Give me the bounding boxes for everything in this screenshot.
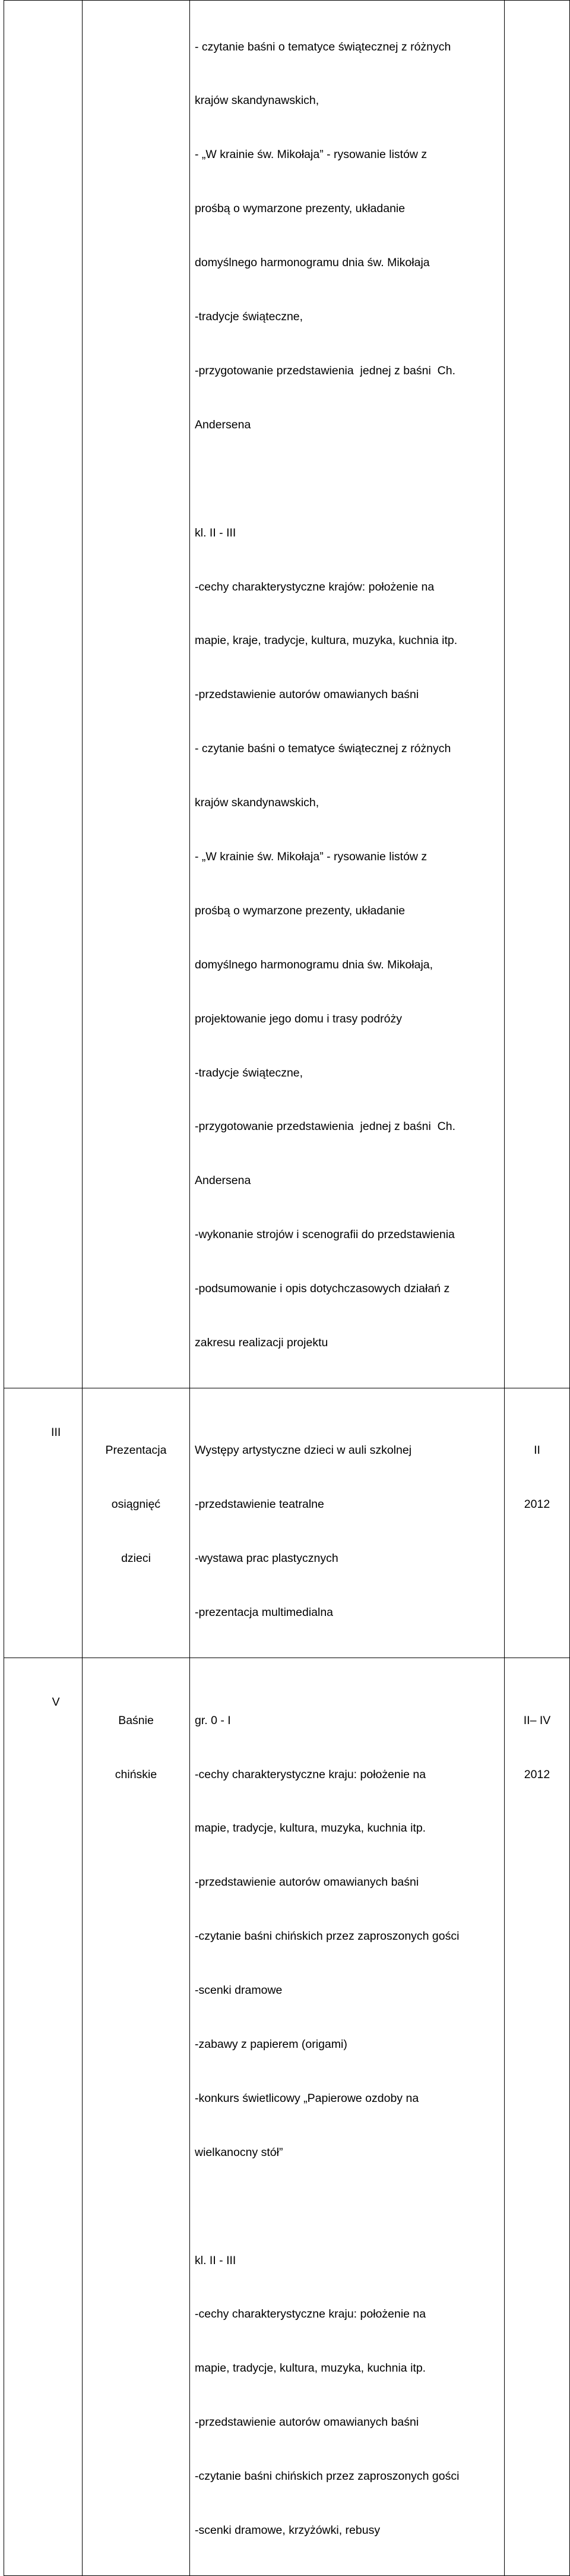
content-line: -tradycje świąteczne, — [195, 1066, 303, 1079]
content-line: -przedstawienie teatralne — [195, 1498, 324, 1511]
content-line: -podsumowanie i opis dotychczasowych działań z — [195, 1282, 450, 1296]
stage-date-cell — [505, 1388, 570, 1658]
content-line: -czytanie baśni chińskich przez zaproszonych gości — [195, 1930, 460, 1943]
stage-title-line: dzieci — [121, 1552, 151, 1565]
content-line: - „W krainie św. Mikołaja” - rysowanie listów z — [195, 148, 428, 162]
content-line: -przedstawienie autorów omawianych baśni — [195, 2416, 419, 2429]
stage-title-cell — [83, 1, 190, 1388]
content-line: - „W krainie św. Mikołaja” - rysowanie listów z — [195, 850, 428, 863]
content-line: mapie, tradycje, kultura, muzyka, kuchnia itp. — [195, 2362, 426, 2375]
content-line: -zabawy z papierem (origami) — [195, 2037, 347, 2051]
content-line: projektowanie jego domu i trasy podróży — [195, 1012, 403, 1025]
stage-date-cell — [505, 1658, 570, 2576]
content-line: -przygotowanie przedstawienia jednej z baśni Ch. — [195, 1120, 455, 1134]
content-line: -cechy charakterystyczne krajów: położenie na — [195, 580, 435, 594]
table-row — [4, 1, 570, 1388]
stage-title-line: osiągnięć — [111, 1498, 161, 1511]
table-row — [4, 1388, 570, 1658]
stage-number: V — [52, 1696, 60, 1709]
stage-title-line: Prezentacja — [105, 1444, 167, 1457]
content-line: Andersena — [195, 1174, 251, 1188]
content-line: domyślnego harmonogramu dnia św. Mikołaja, — [195, 958, 433, 971]
content-line: -prezentacja multimedialna — [195, 1606, 334, 1620]
content-line: zakresu realizacji projektu — [195, 1336, 328, 1349]
content-line: -scenki dramowe, krzyżówki, rebusy — [195, 2523, 381, 2537]
content-line: mapie, tradycje, kultura, muzyka, kuchnia itp. — [195, 1821, 426, 1835]
content-line: mapie, kraje, tradycje, kultura, muzyka, kuchnia itp. — [195, 634, 458, 648]
stage-number: III — [51, 1426, 61, 1439]
content-line: prośbą o wymarzone prezenty, układanie — [195, 202, 406, 216]
table-row — [4, 1658, 570, 2576]
content-line: - czytanie baśni o tematyce świątecznej z różnych — [195, 742, 451, 756]
stage-date-line: II– IV — [523, 1713, 551, 1727]
stage-title-line: Baśnie — [118, 1713, 154, 1727]
content-line: Andersena — [195, 418, 251, 431]
content-line: krajów skandynawskich, — [195, 796, 319, 810]
stage-content-cell — [190, 1, 505, 1388]
group-heading: kl. II - III — [195, 2253, 236, 2267]
group-heading: kl. II - III — [195, 526, 236, 539]
content-line: -czytanie baśni chińskich przez zaproszonych gości — [195, 2470, 460, 2483]
stage-content-cell — [190, 1658, 505, 2576]
stage-date-line: 2012 — [524, 1498, 550, 1511]
stage-number-cell — [4, 1388, 83, 1658]
stage-title-cell — [83, 1388, 190, 1658]
content-line: Występy artystyczne dzieci w auli szkolnej — [195, 1444, 412, 1457]
block-spacer — [195, 2198, 501, 2215]
content-line: - czytanie baśni o tematyce świątecznej z różnych — [195, 40, 451, 53]
stage-date-line: 2012 — [524, 1767, 550, 1781]
stage-date-cell — [505, 1, 570, 1388]
stage-number-cell — [4, 1, 83, 1388]
content-line: -przygotowanie przedstawienia jednej z baśni Ch. — [195, 364, 455, 377]
stage-title-cell — [83, 1658, 190, 2576]
content-line: -przedstawienie autorów omawianych baśni — [195, 1876, 419, 1889]
content-line: wielkanocny stół” — [195, 2145, 283, 2159]
stage-title-line: chińskie — [115, 1767, 157, 1781]
content-line: -cechy charakterystyczne kraju: położenie na — [195, 1767, 426, 1781]
content-line: -wystawa prac plastycznych — [195, 1552, 338, 1565]
content-line: krajów skandynawskich, — [195, 94, 319, 108]
content-line: -wykonanie strojów i scenografii do przedstawienia — [195, 1228, 455, 1242]
stage-number-cell — [4, 1658, 83, 2576]
group-heading: gr. 0 - I — [195, 1713, 231, 1727]
content-line: -scenki dramowe — [195, 1984, 283, 1997]
stage-content-cell — [190, 1388, 505, 1658]
content-line: -przedstawienie autorów omawianych baśni — [195, 688, 419, 702]
content-line: -konkurs świetlicowy „Papierowe ozdoby na — [195, 2091, 419, 2105]
stage-date-line: II — [534, 1444, 540, 1457]
program-table — [4, 0, 570, 2576]
content-line: prośbą o wymarzone prezenty, układanie — [195, 904, 406, 917]
content-line: domyślnego harmonogramu dnia św. Mikołaja — [195, 256, 430, 270]
block-spacer — [195, 470, 501, 488]
content-line: -cechy charakterystyczne kraju: położenie na — [195, 2307, 426, 2321]
content-line: -tradycje świąteczne, — [195, 310, 303, 324]
